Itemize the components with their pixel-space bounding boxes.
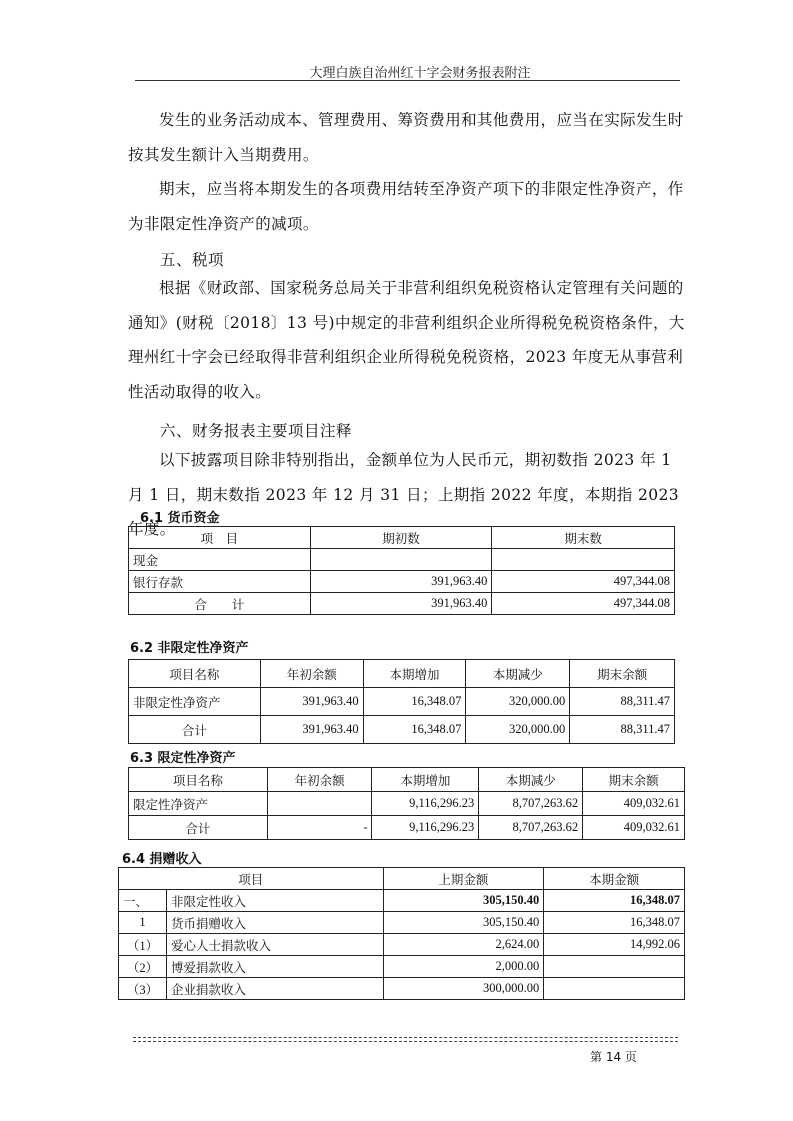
table-restricted-net-assets: [128, 767, 685, 840]
row-index: （1）: [119, 934, 167, 956]
header-cell: 期初数: [310, 527, 492, 549]
value-cell: 497,344.08: [492, 593, 675, 615]
header-cell: 期末余额: [570, 660, 675, 688]
row-label: 合计: [129, 816, 268, 840]
table-caption-6-2: 6.2 非限定性净资产: [130, 641, 249, 656]
row-index: （2）: [119, 956, 167, 978]
value-cell: -: [267, 816, 372, 840]
header-cell: 年初余额: [267, 768, 372, 792]
value-cell: 320,000.00: [466, 688, 570, 716]
value-cell: 300,000.00: [383, 978, 544, 1000]
table-unrestricted-net-assets: [128, 659, 675, 744]
value-cell: [544, 978, 685, 1000]
value-cell: 320,000.00: [466, 716, 570, 744]
row-label: 货币捐赠收入: [166, 912, 383, 934]
footer-rule: [133, 1041, 678, 1042]
value-cell: [492, 549, 675, 571]
paragraph-tax: 根据《财政部、国家税务总局关于非营利组织免税资格认定管理有关问题的通知》(财税〔2018〕13 号)中规定的非营利组织企业所得税免税资格条件，大理州红十字会已经取得非营利组织企业所得税免税资格，2023 年度无从事营利性活动取得的收入。: [128, 279, 685, 401]
page-number: 第 14 页: [590, 1050, 637, 1064]
table-header-row: [129, 660, 675, 688]
header-cell: 本期金额: [544, 868, 685, 890]
header-cell: 期末余额: [583, 768, 685, 792]
footer-rule: [133, 1037, 678, 1038]
header-cell: 项目名称: [129, 768, 268, 792]
header-cell: 本期减少: [479, 768, 583, 792]
value-cell: 305,150.40: [383, 912, 544, 934]
value-cell: 391,963.40: [310, 593, 492, 615]
value-cell: 391,963.40: [310, 571, 492, 593]
table-row: [119, 934, 685, 956]
table-row-total: [129, 716, 675, 744]
value-cell: 16,348.07: [363, 716, 466, 744]
table-header-row: [129, 768, 685, 792]
value-cell: 9,116,296.23: [372, 816, 479, 840]
paragraph-expenses: 发生的业务活动成本、管理费用、筹资费用和其他费用，应当在实际发生时按其发生额计入当期费用。: [128, 111, 684, 164]
value-cell: [267, 792, 372, 816]
table-header-row: [119, 868, 685, 890]
row-index: 1: [119, 912, 167, 934]
table-cash: [128, 526, 675, 615]
table-donation-income: [118, 867, 685, 1000]
header-cell: 项 目: [129, 527, 311, 549]
value-cell: 2,624.00: [383, 934, 544, 956]
value-cell: 14,992.06: [544, 934, 685, 956]
header-cell: 年初余额: [260, 660, 363, 688]
header-cell: 本期减少: [466, 660, 570, 688]
row-index: （3）: [119, 978, 167, 1000]
value-cell: 409,032.61: [583, 792, 685, 816]
value-cell: 9,116,296.23: [372, 792, 479, 816]
value-cell: [544, 956, 685, 978]
value-cell: 2,000.00: [383, 956, 544, 978]
row-label: 博爱捐款收入: [166, 956, 383, 978]
table-row: [119, 890, 685, 912]
value-cell: 497,344.08: [492, 571, 675, 593]
paragraph-period-end: 期末，应当将本期发生的各项费用结转至净资产项下的非限定性净资产，作为非限定性净资产的减项。: [128, 180, 684, 233]
header-cell: 期末数: [492, 527, 675, 549]
row-label: 现金: [129, 549, 311, 571]
row-label: 非限定性收入: [166, 890, 383, 912]
value-cell: 16,348.07: [363, 688, 466, 716]
section-heading-tax: 五、税项: [160, 251, 225, 269]
value-cell: 305,150.40: [383, 890, 544, 912]
paragraph-disclosure: 以下披露项目除非特别指出，金额单位为人民币元，期初数指 2023 年 1 月 1 日，期末数指 2023 年 12 月 31 日；上期指 2022 年度，本期指 2023 年度。: [128, 451, 680, 538]
table-row: [119, 956, 685, 978]
table-caption-6-4: 6.4 捐赠收入: [122, 852, 202, 867]
table-row: [129, 792, 685, 816]
value-cell: 88,311.47: [570, 688, 675, 716]
header-cell: 项目: [119, 868, 384, 890]
header-cell: 项目名称: [129, 660, 261, 688]
value-cell: 8,707,263.62: [479, 816, 583, 840]
table-row: [129, 571, 675, 593]
section-heading-notes: 六、财务报表主要项目注释: [160, 422, 353, 440]
row-label: 爱心人士捐款收入: [166, 934, 383, 956]
value-cell: 391,963.40: [260, 716, 363, 744]
row-label: 合 计: [129, 593, 311, 615]
table-caption-6-3: 6.3 限定性净资产: [130, 751, 236, 766]
value-cell: 88,311.47: [570, 716, 675, 744]
header-cell: 上期金额: [383, 868, 544, 890]
table-row: [129, 688, 675, 716]
row-label: 企业捐款收入: [166, 978, 383, 1000]
value-cell: 391,963.40: [260, 688, 363, 716]
value-cell: 8,707,263.62: [479, 792, 583, 816]
table-row: [119, 978, 685, 1000]
table-caption-6-1: 6.1 货币资金: [140, 511, 220, 526]
table-row: [129, 549, 675, 571]
value-cell: 16,348.07: [544, 912, 685, 934]
table-row-total: [129, 816, 685, 840]
value-cell: 16,348.07: [544, 890, 685, 912]
row-label: 银行存款: [129, 571, 311, 593]
header-cell: 本期增加: [372, 768, 479, 792]
header-rule: [135, 80, 680, 81]
table-row: [119, 912, 685, 934]
row-label: 非限定性净资产: [129, 688, 261, 716]
row-index: 一、: [119, 890, 167, 912]
table-header-row: [129, 527, 675, 549]
table-row-total: [129, 593, 675, 615]
row-label: 合计: [129, 716, 261, 744]
value-cell: 409,032.61: [583, 816, 685, 840]
header-cell: 本期增加: [363, 660, 466, 688]
row-label: 限定性净资产: [129, 792, 268, 816]
value-cell: [310, 549, 492, 571]
page-header: 大理白族自治州红十字会财务报表附注: [309, 66, 531, 81]
